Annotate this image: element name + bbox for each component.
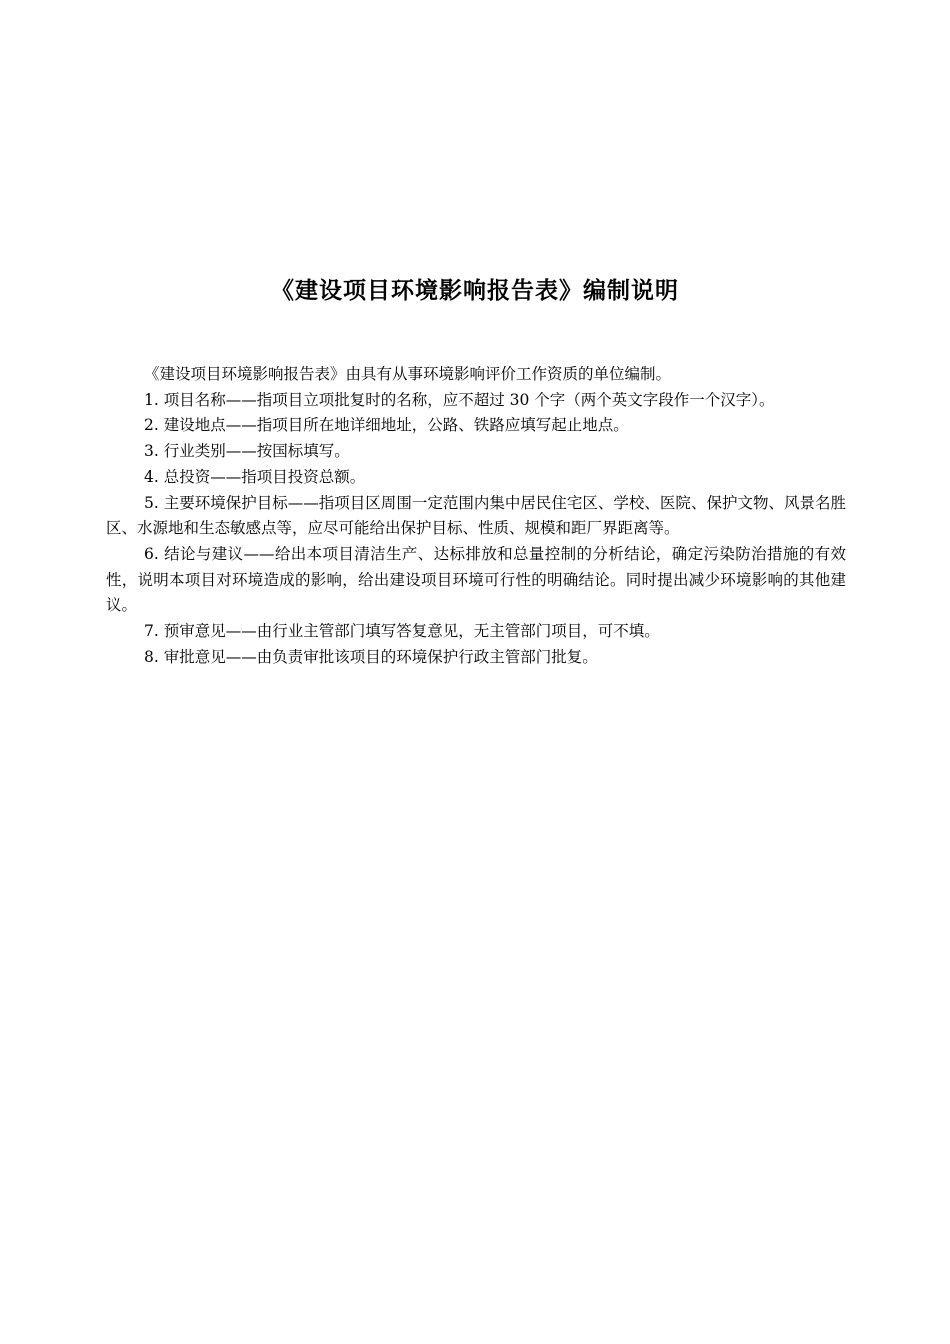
item-construction-site: 2. 建设地点——指项目所在地详细地址，公路、铁路应填写起止地点。 — [144, 416, 629, 435]
item-total-investment: 4. 总投资——指项目投资总额。 — [144, 467, 366, 486]
item-project-name: 1. 项目名称——指项目立项批复时的名称，应不超过 30 个字（两个英文字段作一个汉字）。 — [144, 390, 775, 409]
document-title: 《建设项目环境影响报告表》编制说明 — [271, 278, 679, 304]
item-protection-targets: 5. 主要环境保护目标——指项目区周围一定范围内集中居民住宅区、学校、医院、保护文物、风景名胜区、水源地和生态敏感点等，应尽可能给出保护目标、性质、规模和距厂界距离等。 — [106, 493, 847, 538]
item-pre-review-opinion: 7. 预审意见——由行业主管部门填写答复意见，无主管部门项目，可不填。 — [144, 622, 660, 641]
item-conclusions: 6. 结论与建议——给出本项目清洁生产、达标排放和总量控制的分析结论，确定污染防治措施的有效性，说明本项目对环境造成的影响，给出建设项目环境可行性的明确结论。同时提出减少环境影响的其他建议。 — [106, 544, 846, 615]
item-industry-category: 3. 行业类别——按国标填写。 — [144, 442, 350, 461]
document-body — [106, 362, 846, 670]
item-approval-opinion: 8. 审批意见——由负责审批该项目的环境保护行政主管部门批复。 — [144, 647, 598, 666]
intro-paragraph: 《建设项目环境影响报告表》由具有从事环境影响评价工作资质的单位编制。 — [144, 365, 672, 383]
